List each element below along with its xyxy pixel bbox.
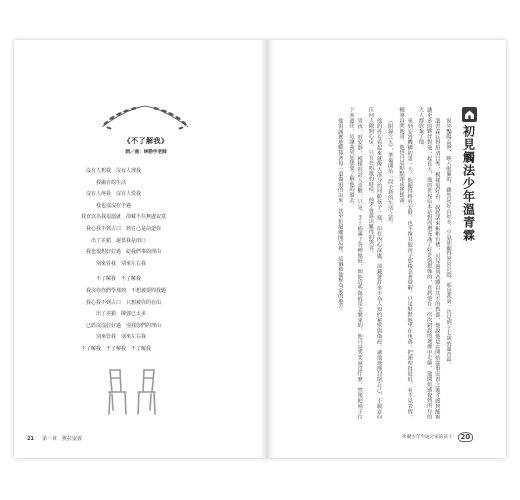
book-title: 弗爾少年中途之家的孩子: [402, 435, 453, 440]
poem-line: 我心我不到占口 到自己是前道你: [66, 225, 162, 232]
poem-line: 沒有人想我 沒有人理我: [66, 168, 142, 174]
poem-line: 我也沒沒在予過: [66, 202, 132, 209]
poem-line: 我也很想好好過 給我們事的理由: [66, 249, 162, 256]
poem-line: 已經沒沒好好過 別找你們的理由: [66, 322, 162, 329]
heading-title: 初見觸法少年溫青霖: [461, 125, 476, 242]
house-icon: [462, 107, 477, 122]
poem-line: 我沒你你們學那到 不想被要問我題: [66, 287, 167, 294]
poem-line: 別來管我 別來左右我: [66, 260, 147, 267]
poem-line: 出了差錯 陳強已太多: [66, 311, 147, 318]
right-page-footer: [402, 432, 473, 442]
poem-lyrics: [66, 166, 220, 356]
paragraph: 來到安置機構的第一天，他顯得格外安靜，也不像其他孩子那樣急著辯解，只是默默地坐在角落，把頭埋得很低，看不見表情，輔導員問他話，他也只是點點頭或搖搖頭。: [397, 107, 413, 419]
paragraph: 他的外在看起來就像大部分的同齡孩子一樣，但在內心深處，卻藏著許多不為人知的秘密與傷痕，讓他選擇封閉自己，不願意向任何人敞開心房，只有在唱歌的時候，他才會露出難得的笑容。: [367, 107, 382, 419]
body-text: [286, 107, 452, 419]
poem-line: 沒有人疼我 沒有人愛我: [66, 191, 142, 198]
left-page-footer: [27, 435, 82, 442]
paragraph: 男孩，很安靜，模樣很討人喜歡，只是，手上佈滿了各種傷痕，問他這些傷痕是怎麼來的，他只是笑笑說沒什麼，然後把袖子拉下來遮住，這讓我更加想要了解他的過去。: [347, 107, 363, 419]
page-number: 21: [27, 436, 34, 442]
paragraph: 他很誠實地數算著每一道傷痕的由來，甚至拒絕離開這裡，這個被他視為家的地方。: [336, 117, 343, 314]
poem-line: 我直以為我很溫就 卻藏不住無處寂寞: [66, 214, 167, 221]
poem-line: 出了差錯 還當我是雨口: [66, 237, 147, 244]
poem-title: 《不了解我》: [123, 136, 169, 145]
laurel-wreath-icon: [96, 103, 194, 133]
poem-line: 我關自的生活: [66, 179, 127, 186]
paragraph: 《附錄之五》，準備開始一段全新的生活之旅。: [386, 117, 393, 227]
poem-line: 我心我不到占口 只想被你的在由: [66, 299, 162, 306]
chapter-title: 第一章 挑拉安置: [41, 436, 82, 442]
paragraph: 窗外豔陽高照，映入眼簾的，雖然是好山好水、空氣卻顯得異常沉悶，那是我第一次見到十七歲的溫青霖。: [445, 117, 451, 367]
two-chairs-illustration: [104, 366, 160, 418]
book-spread: [14, 40, 506, 458]
poem-author: 詞／曲：林勁宇老師: [125, 150, 167, 155]
poem-line: 不了解我 不了解我: [66, 276, 142, 283]
poem-line: 別來管我 別來左右我: [66, 334, 147, 341]
book-gutter: [260, 40, 274, 458]
paragraph: 溫青霖長得眉清目秀，模樣很好看，說起話來彬彬有禮，可見過何者雖以其不的教養，他說他是在開始從事安置之後才感到能夠讓更多的夥伴對他一起長大，他的世界原本是對周遭充滿了好奇與想像的，直到他在一次次錯誤的選擇中走偏，他開始感覺到所有的大人都放棄了他。: [417, 107, 440, 419]
page-number: 20: [458, 432, 474, 442]
poem-line: 不了解我 不了解我 不了解我: [66, 345, 152, 352]
section-heading: [458, 107, 480, 242]
